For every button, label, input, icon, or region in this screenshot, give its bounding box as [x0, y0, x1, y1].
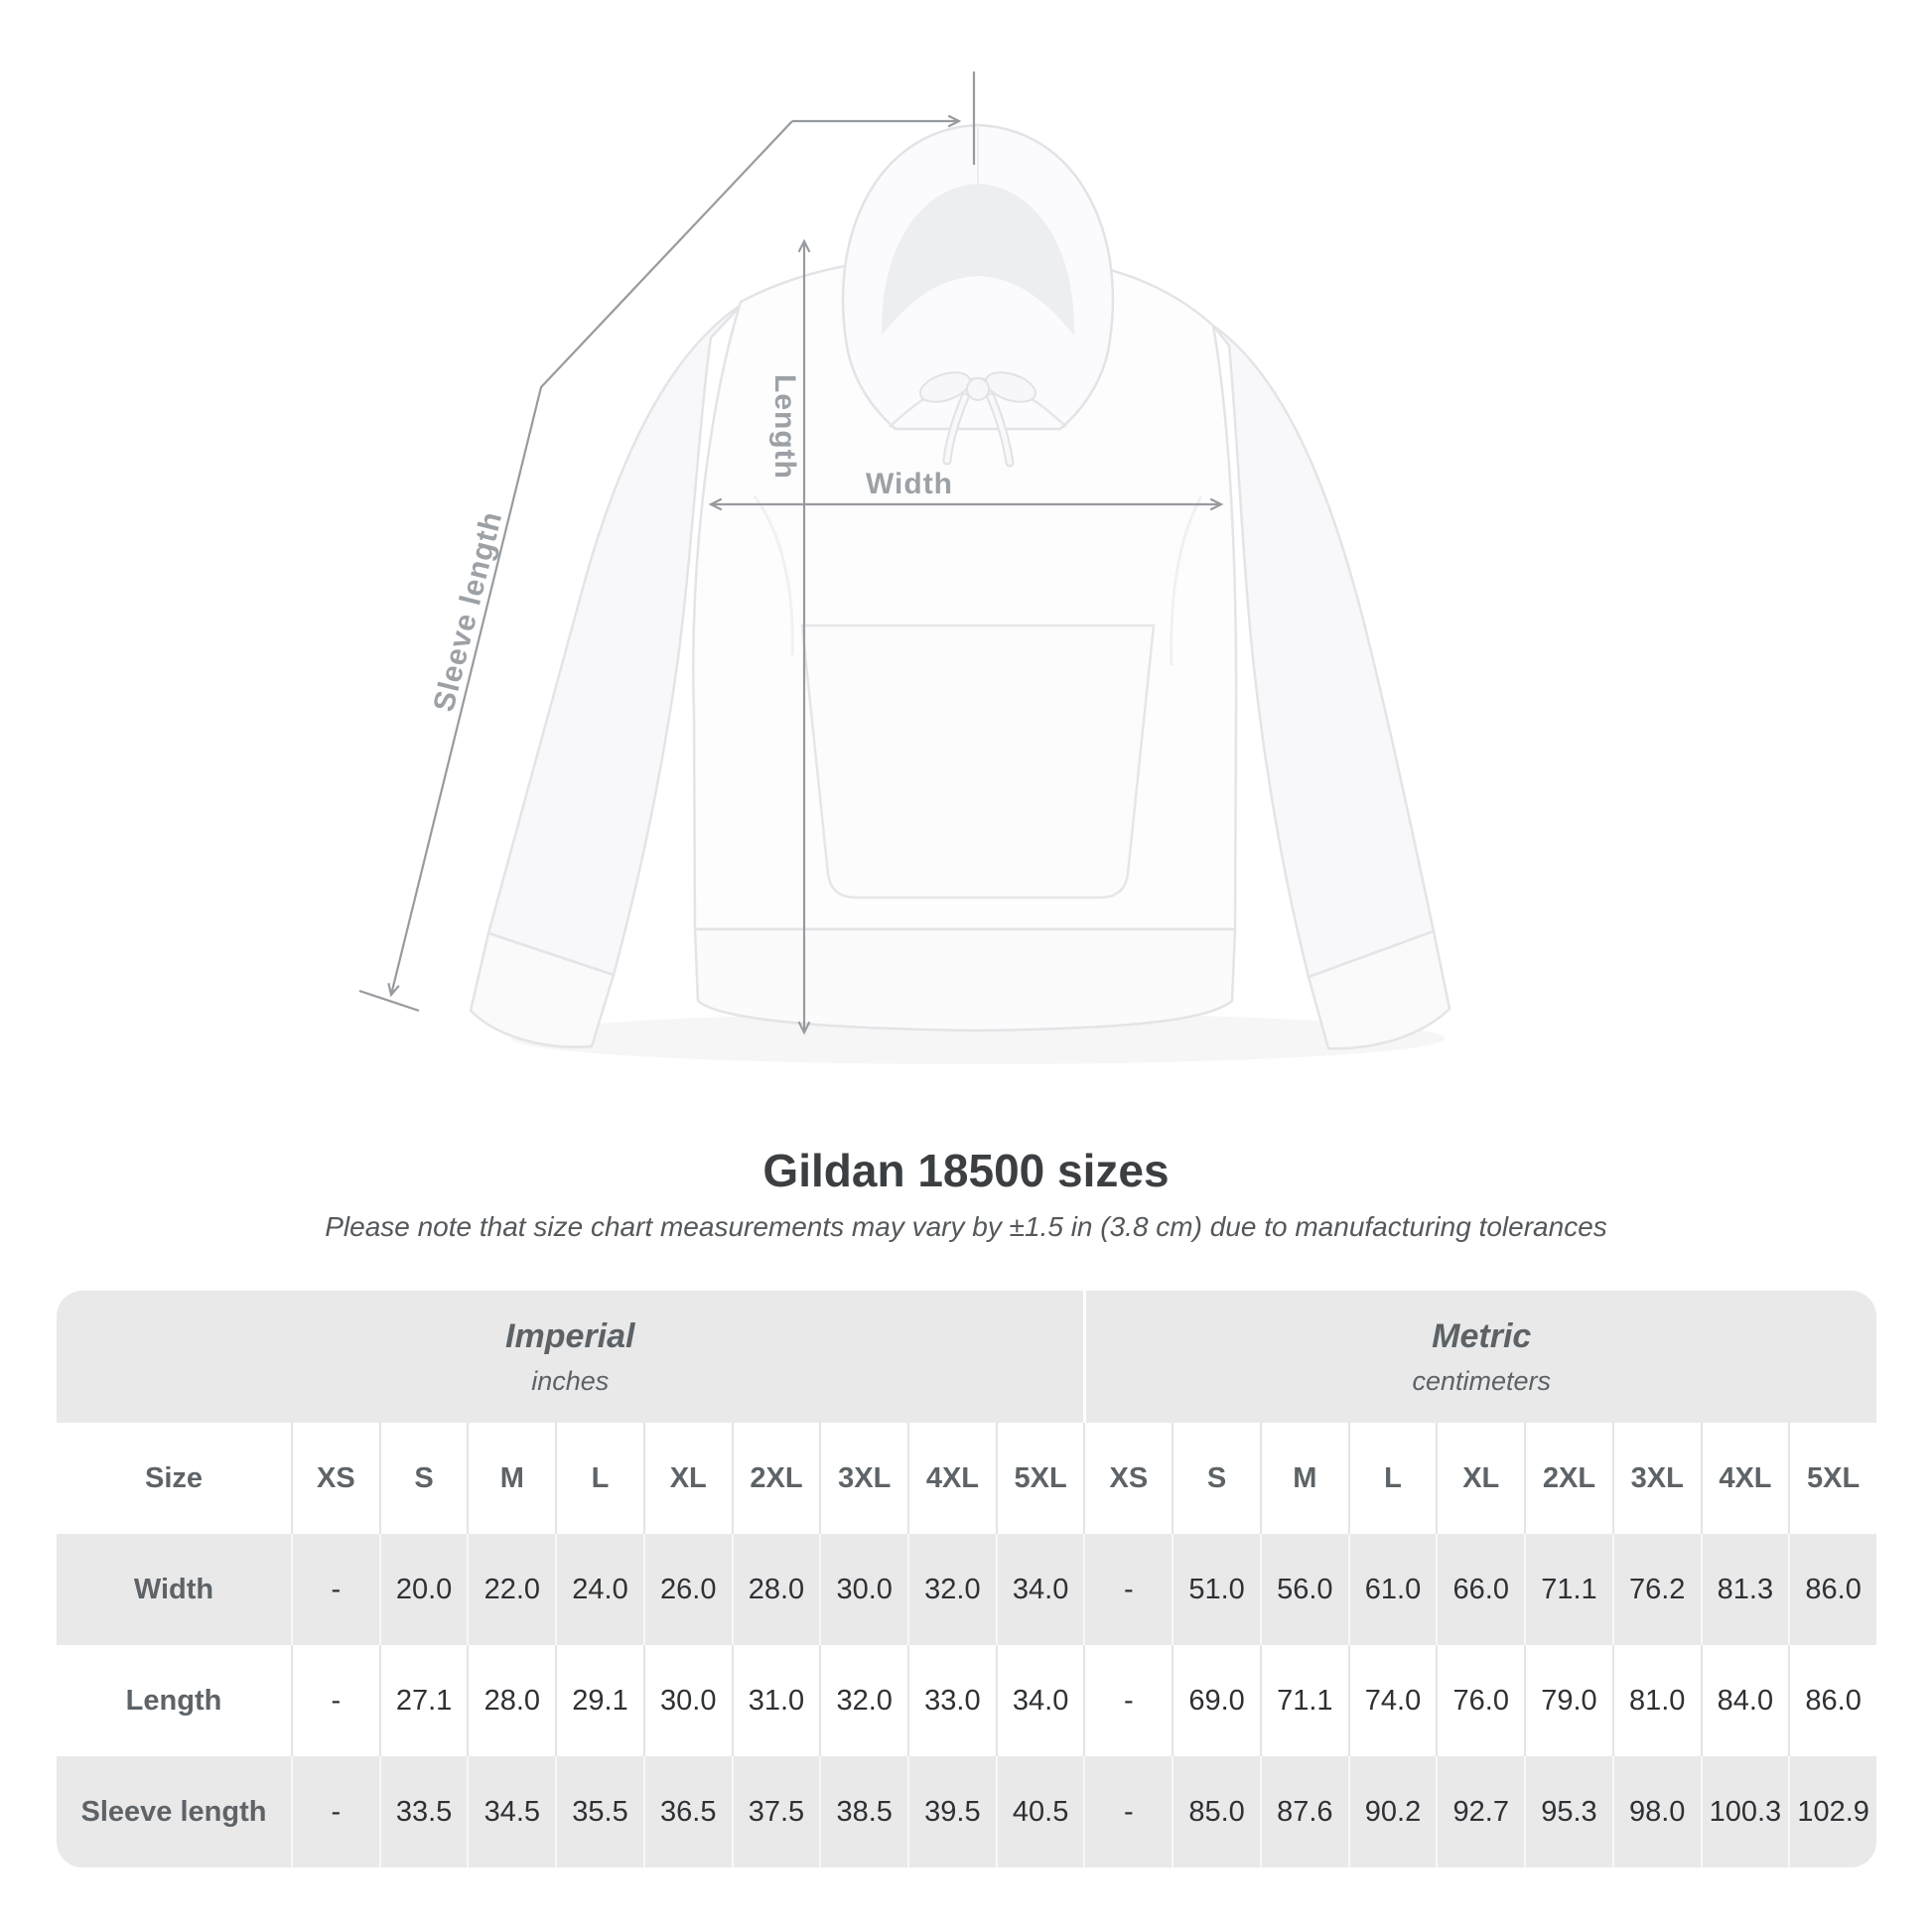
- row-label: Width: [57, 1534, 291, 1645]
- imperial-group-header: [57, 1291, 1083, 1423]
- measurement-cell: 30.0: [819, 1534, 907, 1645]
- measurement-cell: 71.1: [1524, 1534, 1612, 1645]
- measurement-cell: 33.0: [907, 1645, 996, 1756]
- measurement-cell: 85.0: [1172, 1756, 1260, 1867]
- size-header-metric-m: M: [1260, 1423, 1348, 1534]
- measurement-cell: 28.0: [467, 1645, 555, 1756]
- size-table: [57, 1291, 1876, 1867]
- size-header-imperial-3xl: 3XL: [819, 1423, 907, 1534]
- measurement-cell: 32.0: [907, 1534, 996, 1645]
- measurement-cell: 24.0: [555, 1534, 643, 1645]
- measurement-cell: -: [291, 1756, 379, 1867]
- measurement-cell: 30.0: [643, 1645, 732, 1756]
- measurement-cell: 39.5: [907, 1756, 996, 1867]
- size-header-metric-l: L: [1348, 1423, 1437, 1534]
- measurement-cell: 92.7: [1436, 1756, 1524, 1867]
- size-header-metric-4xl: 4XL: [1701, 1423, 1789, 1534]
- measurement-cell: 74.0: [1348, 1645, 1437, 1756]
- measurement-cell: 81.0: [1612, 1645, 1701, 1756]
- measurement-cell: 22.0: [467, 1534, 555, 1645]
- measurement-cell: 61.0: [1348, 1534, 1437, 1645]
- measurement-cell: 79.0: [1524, 1645, 1612, 1756]
- size-header-metric-s: S: [1172, 1423, 1260, 1534]
- measurement-cell: 81.3: [1701, 1534, 1789, 1645]
- size-header-imperial-5xl: 5XL: [996, 1423, 1084, 1534]
- metric-group-label: Metric: [1432, 1316, 1532, 1355]
- measurement-cell: 37.5: [732, 1756, 820, 1867]
- size-header-imperial-l: L: [555, 1423, 643, 1534]
- size-header-metric-3xl: 3XL: [1612, 1423, 1701, 1534]
- size-column-header: Size: [57, 1423, 291, 1534]
- measurement-cell: 33.5: [379, 1756, 468, 1867]
- measurement-cell: 69.0: [1172, 1645, 1260, 1756]
- measurement-cell: 76.0: [1436, 1645, 1524, 1756]
- measurement-cell: 66.0: [1436, 1534, 1524, 1645]
- measurement-cell: 35.5: [555, 1756, 643, 1867]
- measurement-cell: 84.0: [1701, 1645, 1789, 1756]
- measurement-cell: 29.1: [555, 1645, 643, 1756]
- measurement-cell: 51.0: [1172, 1534, 1260, 1645]
- measurement-cell: 86.0: [1788, 1645, 1876, 1756]
- measurement-cell: -: [1083, 1756, 1172, 1867]
- measurement-cell: -: [291, 1645, 379, 1756]
- metric-group-unit: centimeters: [1412, 1365, 1552, 1396]
- size-header-metric-xl: XL: [1436, 1423, 1524, 1534]
- measurement-cell: 86.0: [1788, 1534, 1876, 1645]
- measurement-cell: 36.5: [643, 1756, 732, 1867]
- measurement-cell: 90.2: [1348, 1756, 1437, 1867]
- hem-band: [695, 929, 1235, 1031]
- size-header-imperial-m: M: [467, 1423, 555, 1534]
- size-header-imperial-2xl: 2XL: [732, 1423, 820, 1534]
- hoodie: [471, 125, 1449, 1064]
- measurement-cell: 56.0: [1260, 1534, 1348, 1645]
- sleeve-length-label: Sleeve length: [427, 507, 509, 716]
- measurement-cell: 38.5: [819, 1756, 907, 1867]
- measurement-cell: 26.0: [643, 1534, 732, 1645]
- sleeve-bottom-tick: [359, 991, 419, 1011]
- hoodie-illustration: [248, 60, 1489, 1082]
- size-header-imperial-xl: XL: [643, 1423, 732, 1534]
- width-label: Width: [865, 468, 954, 500]
- measurement-cell: 34.5: [467, 1756, 555, 1867]
- size-header-metric-xs: XS: [1083, 1423, 1172, 1534]
- measurement-cell: 71.1: [1260, 1645, 1348, 1756]
- kangaroo-pocket: [802, 625, 1154, 897]
- length-label: Length: [768, 374, 801, 480]
- measurement-cell: -: [1083, 1645, 1172, 1756]
- row-label: Sleeve length: [57, 1756, 291, 1867]
- size-header-imperial-s: S: [379, 1423, 468, 1534]
- measurement-cell: -: [1083, 1534, 1172, 1645]
- measurement-cell: 87.6: [1260, 1756, 1348, 1867]
- measurement-cell: 76.2: [1612, 1534, 1701, 1645]
- imperial-group-label: Imperial: [505, 1316, 635, 1355]
- size-header-imperial-xs: XS: [291, 1423, 379, 1534]
- measurement-cell: 40.5: [996, 1756, 1084, 1867]
- measurement-cell: 98.0: [1612, 1756, 1701, 1867]
- measurement-cell: 32.0: [819, 1645, 907, 1756]
- size-header-metric-2xl: 2XL: [1524, 1423, 1612, 1534]
- tolerance-note: Please note that size chart measurements may vary by ±1.5 in (3.8 cm) due to manufacturing tolerances: [325, 1211, 1607, 1242]
- measurement-cell: -: [291, 1534, 379, 1645]
- measurement-cell: 95.3: [1524, 1756, 1612, 1867]
- size-header-imperial-4xl: 4XL: [907, 1423, 996, 1534]
- measurement-cell: 27.1: [379, 1645, 468, 1756]
- imperial-group-unit: inches: [531, 1365, 610, 1396]
- page-title: Gildan 18500 sizes: [762, 1145, 1170, 1196]
- measurement-cell: 31.0: [732, 1645, 820, 1756]
- measurement-cell: 34.0: [996, 1534, 1084, 1645]
- size-header-metric-5xl: 5XL: [1788, 1423, 1876, 1534]
- row-label: Length: [57, 1645, 291, 1756]
- metric-group-header: [1083, 1291, 1876, 1423]
- measurement-cell: 100.3: [1701, 1756, 1789, 1867]
- measurement-cell: 20.0: [379, 1534, 468, 1645]
- measurement-cell: 34.0: [996, 1645, 1084, 1756]
- measurement-cell: 102.9: [1788, 1756, 1876, 1867]
- measurement-cell: 28.0: [732, 1534, 820, 1645]
